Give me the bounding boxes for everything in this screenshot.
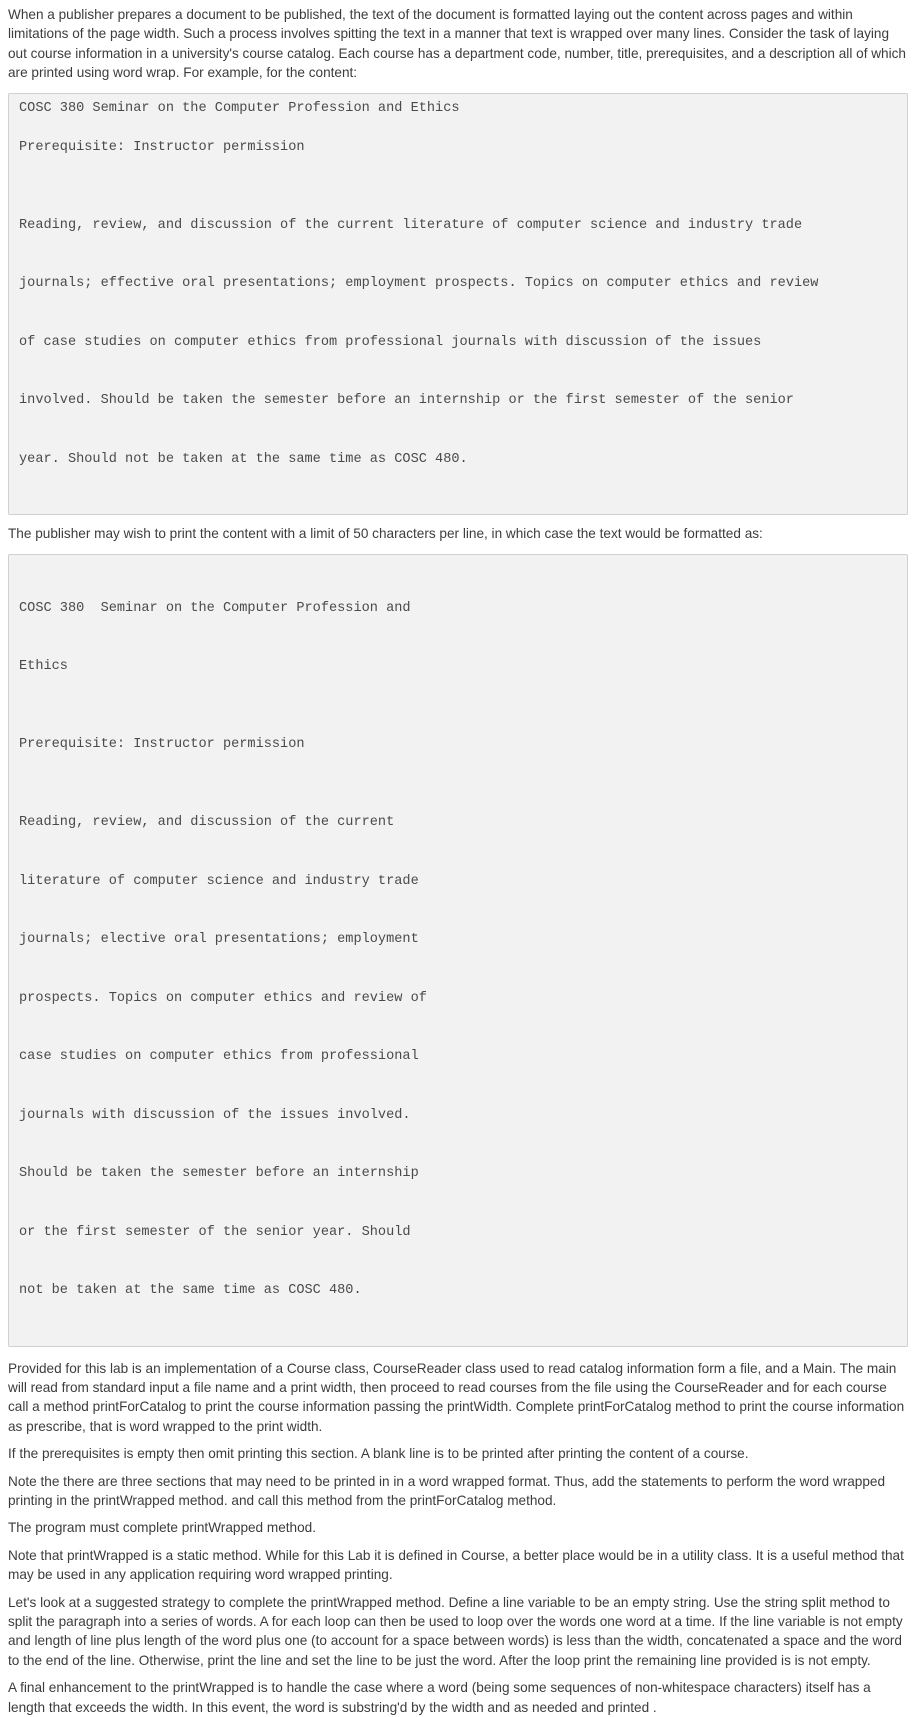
wrapped-example-code-block <box>8 554 908 1347</box>
course-title-line: COSC 380 Seminar on the Computer Profession and Ethics <box>19 100 460 116</box>
three-sections-paragraph: Note the there are three sections that may need to be printed in in a word wrapped format. Thus, add the statements to perform the word wrapped printing in the printWrapped method. and call this method from the printForCatalog method. <box>8 1473 886 1508</box>
description-line: or the first semester of the senior year. Should <box>19 1224 411 1240</box>
description-line: journals; elective oral presentations; employment <box>19 932 419 948</box>
description-block <box>19 177 897 509</box>
description-line: of case studies on computer ethics from professional journals with discussion of the issues <box>19 334 762 350</box>
description-line: involved. Should be taken the semester before an internship or the first semester of the senior <box>19 393 794 409</box>
intro-paragraph: When a publisher prepares a document to be published, the text of the document is formatted laying out the content across pages and within limitations of the page width. Such a process involves spitting the text in a manner that text is wrapped over many lines. Consider the task of laying out course information in a university's course catalog. Each course has a department code, number, title, prerequisites, and a description all of which are printed using word wrap. For example, for the content: <box>8 7 906 81</box>
description-line: case studies on computer ethics from professional <box>19 1049 419 1065</box>
static-method-paragraph: Note that printWrapped is a static method. While for this Lab it is defined in Course, a better place would be in a utility class. It is a useful method that may be used in any application requiring word wrapped printing. <box>8 1547 904 1583</box>
prerequisite-line: Prerequisite: Instructor permission <box>19 139 305 155</box>
unwrapped-example-code-block <box>8 93 908 516</box>
description-block <box>19 774 897 1340</box>
enhancement-paragraph: A final enhancement to the printWrapped is to handle the case where a word (being some sequences of non-whitespace characters) itself has a length that exceeds the width. In this event, the word is substring'd by the width and as needed and printed . <box>8 1680 871 1715</box>
course-title-block <box>19 560 897 716</box>
description-line: not be taken at the same time as COSC 480. <box>19 1283 362 1299</box>
prerequisite-line: Prerequisite: Instructor permission <box>19 737 305 753</box>
description-line: prospects. Topics on computer ethics and review of <box>19 990 427 1006</box>
prerequisites-empty-paragraph: If the prerequisites is empty then omit printing this section. A blank line is to be printed after printing the content of a course. <box>8 1446 749 1462</box>
description-line: Reading, review, and discussion of the current literature of computer science and industry trade <box>19 217 803 233</box>
description-line: journals with discussion of the issues involved. <box>19 1107 411 1123</box>
course-title-line: COSC 380 Seminar on the Computer Profession and <box>19 600 411 616</box>
description-line: Should be taken the semester before an internship <box>19 1166 419 1182</box>
provided-paragraph: Provided for this lab is an implementation of a Course class, CourseReader class used to read catalog information form a file, and a Main. The main will read from standard input a file name and a print width, then proceed to read courses from the file using the CourseReader and for each course call a method printForCatalog to print the course information passing the printWidth. Complete printForCatalog method to print the course information as prescribe, that is word wrapped to the print width. <box>8 1360 905 1434</box>
limit-paragraph: The publisher may wish to print the content with a limit of 50 characters per line, in which case the text would be formatted as: <box>8 526 763 542</box>
description-line: journals; effective oral presentations; employment prospects. Topics on computer ethics and review <box>19 276 819 292</box>
strategy-paragraph: Let's look at a suggested strategy to complete the printWrapped method. Define a line variable to be an empty string. Use the string split method to split the paragraph into a series of words. A for each loop can then be used to loop over the words one word at a time. If the line variable is not empty and length of line plus length of the word plus one (to account for a space between words) is less than the width, concatenated a space and the word to the end of the line. Otherwise, print the line and set the line to be just the word. After the loop print the remaining line provided is is not empty. <box>8 1594 903 1668</box>
description-line: literature of computer science and industry trade <box>19 873 419 889</box>
description-line: Reading, review, and discussion of the current <box>19 815 395 831</box>
must-complete-paragraph: The program must complete printWrapped method. <box>8 1520 317 1536</box>
course-title-line: Ethics <box>19 659 68 675</box>
description-line: year. Should not be taken at the same time as COSC 480. <box>19 451 468 467</box>
